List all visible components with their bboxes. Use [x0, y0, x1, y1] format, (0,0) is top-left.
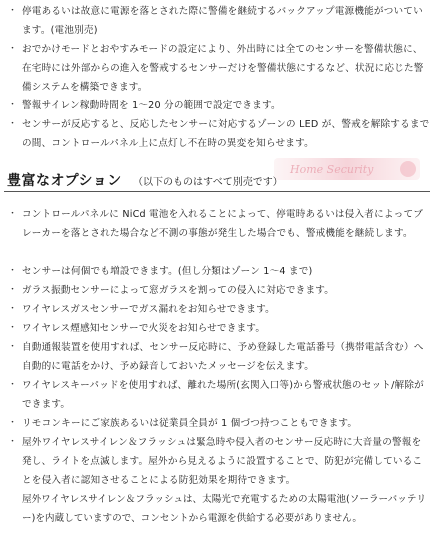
bullet: ・ [8, 285, 18, 295]
section-title: 豊富なオプション [7, 173, 122, 189]
option-text: 自動通報装置を使用すれば、センサー反応時に、予め登録した電話番号（携帯電話含む）へ自動的に電話をかけ、予め録音しておいたメッセージを伝えます。 [22, 342, 424, 372]
bullet: ・ [8, 119, 18, 129]
bullet: ・ [8, 437, 18, 447]
option-text: ワイヤレス煙感知センサーで火災をお知らせできます。 [22, 323, 266, 334]
option-text: コントロールパネルに NiCd 電池を入れることによって、停電時あるいは侵入者によってブレーカーを落とされた場合など不測の事態が発生した場合でも、警戒機能を継続します。 [22, 209, 424, 239]
bullet: ・ [8, 304, 18, 314]
option-text: センサーは何個でも増設できます。(但し分類はゾーン 1～4 まで) [22, 266, 313, 277]
option-item-wireless-keypad [8, 376, 430, 414]
feature-text: おでかけモードとおやすみモードの設定により、外出時には全てのセンサーを警備状態に、在宅時には外部からの進入を警戒するセンサーだけを警備状態にするなど、状況に応じた警備システムを構築できます。 [22, 44, 424, 93]
closing-note: 屋外ワイヤレスサイレン＆フラッシュは、太陽光で充電するための太陽電池(ソーラーバッテリー)を内蔵していますので、コンセントから電源を供給する必要がありません。 [22, 494, 427, 524]
bullet: ・ [8, 342, 18, 352]
bullet: ・ [8, 6, 18, 16]
bullet: ・ [8, 323, 18, 333]
bullet: ・ [8, 418, 18, 428]
feature-item-zone-led [8, 115, 430, 153]
option-text: ワイヤレスガスセンサーでガス漏れをお知らせできます。 [22, 304, 275, 315]
section-divider [4, 191, 430, 192]
option-text: リモコンキーにご家族あるいは従業員全員が 1 個づつ持つこともできます。 [22, 418, 358, 429]
feature-text: 停電あるいは故意に電源を落とされた際に警備を継続するバックアップ電源機能がついています。(電池別売) [22, 6, 423, 36]
option-item-smoke-sensor [8, 319, 430, 338]
option-item-gas-sensor [8, 300, 430, 319]
option-item-auto-dialer [8, 338, 430, 376]
feature-item-siren-time [8, 96, 430, 115]
option-item-sensor-expansion [8, 262, 430, 281]
option-item-outdoor-siren [8, 433, 430, 490]
feature-item-modes [8, 40, 430, 97]
feature-item-backup-power [8, 2, 430, 40]
option-text: 屋外ワイヤレスサイレン＆フラッシュは緊急時や侵入者のセンサー反応時に大音量の警報を発し、ライトを点滅します。屋外から見えるように設置することで、防犯が完備していることを侵入者に認知させることによる防犯効果を期待できます。 [22, 437, 423, 486]
home-security-stamp-logo [272, 152, 422, 186]
option-item-nicd-battery [8, 205, 430, 243]
bullet: ・ [8, 209, 18, 219]
feature-text: 警報サイレン稼動時間を 1～20 分の範囲で設定できます。 [22, 100, 281, 111]
bullet: ・ [8, 380, 18, 390]
option-item-remote-key [8, 414, 430, 433]
option-text: ワイヤレスキーパッドを使用すれば、離れた場所(玄関入口等)から警戒状態のセット/解除ができます。 [22, 380, 424, 410]
bullet: ・ [8, 266, 18, 276]
option-text: ガラス振動センサーによって窓ガラスを割っての侵入に対応できます。 [22, 285, 335, 296]
bullet: ・ [8, 44, 18, 54]
feature-text: センサーが反応すると、反応したセンサーに対応するゾーンの LED が、警戒を解除するまでの間、コントロールパネル上に点灯し不在時の異変を知らせます。 [22, 119, 430, 149]
section-note: （以下のものはすべて別売です） [133, 177, 283, 188]
stamp-text: Home Security [290, 163, 374, 176]
bullet: ・ [8, 100, 18, 110]
option-item-glass-sensor [8, 281, 430, 300]
